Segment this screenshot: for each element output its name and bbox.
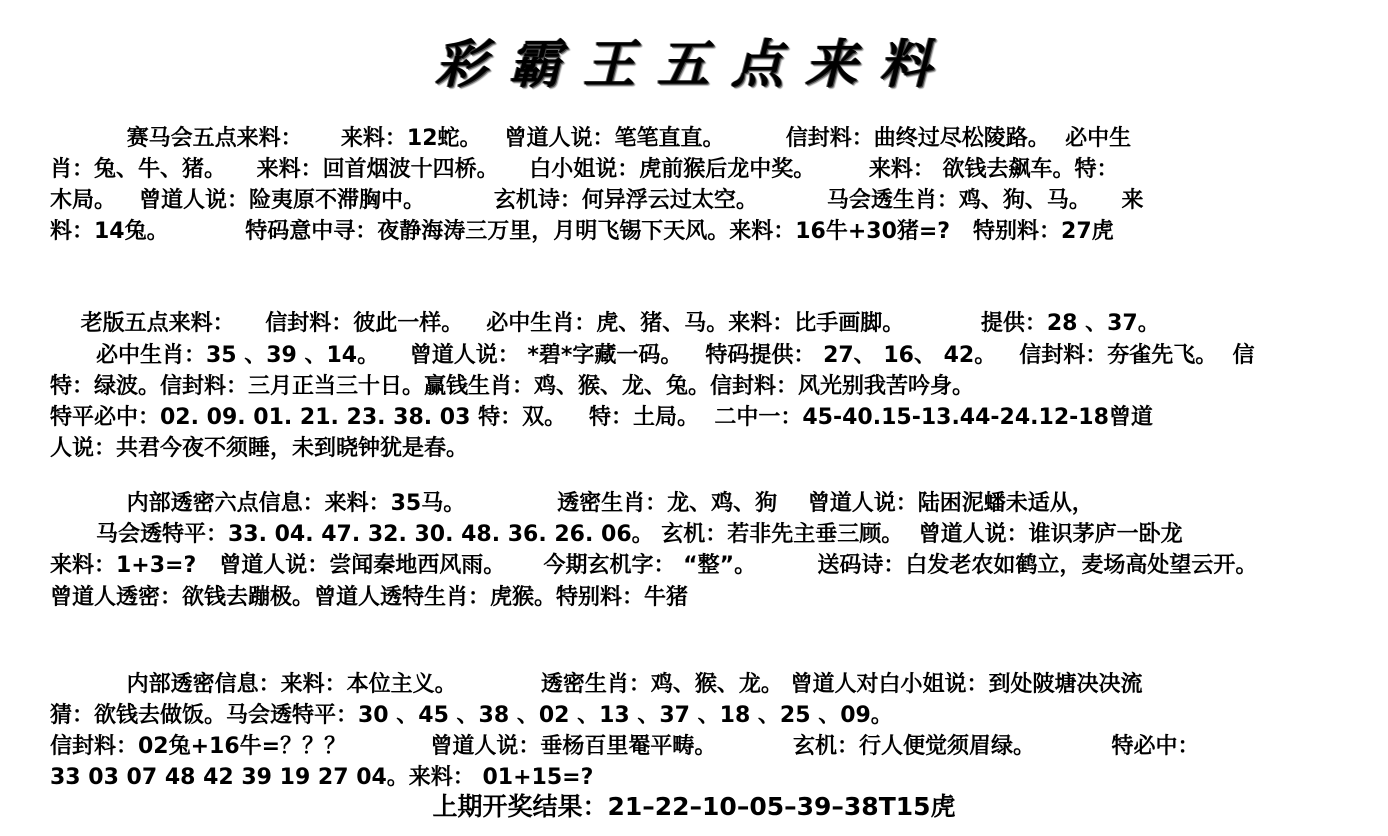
text-line: 马会透特平：33. 04. 47. 32. 30. 48. 36. 26. 06。 玄机：若非先主垂三顾。 曾道人说：谁识茅庐一卧龙	[50, 522, 1183, 547]
page-title: 彩霸王五点来料	[434, 34, 953, 95]
text-line: 必中生肖：35 、39 、14。 曾道人说： *碧*字藏一码。 特码提供： 27、 16、 42。 信封料：夯雀先飞。 信	[50, 343, 1255, 368]
last-draw-result: 上期开奖结果：21–22–10–05–39–38T15虎	[432, 792, 956, 821]
text-line: 来料：1+3=? 曾道人说：尝闻秦地西风雨。 今期玄机字： “整”。 送码诗：白发老农如鹤立，麦场高处望云开。	[50, 553, 1258, 578]
text-line: 曾道人透密：欲钱去蹦极。曾道人透特生肖：虎猴。特别料：牛猪	[50, 585, 689, 610]
text-line: 特平必中：02. 09. 01. 21. 23. 38. 03 特：双。 特：土局。 二中一：45-40.15-13.44-24.12-18曾道	[50, 405, 1153, 430]
text-line: 肖：兔、牛、猪。 来料：回首烟波十四桥。 白小姐说：虎前猴后龙中奖。 来料： 欲钱去飙车。特：	[50, 157, 1119, 182]
text-line: 内部透密信息：来料：本位主义。 透密生肖：鸡、猴、龙。 曾道人对白小姐说：到处陂塘决决流	[50, 672, 1143, 697]
text-line: 信封料：02兔+16牛=？？？ 曾道人说：垂杨百里罨平畴。 玄机：行人便觉须眉绿。 特必中：	[50, 734, 1200, 759]
text-line: 木局。 曾道人说：险夷原不滞胸中。 玄机诗：何异浮云过太空。 马会透生肖：鸡、狗、马。 来	[50, 188, 1144, 213]
text-line: 人说：共君今夜不须睡，未到晓钟犹是春。	[50, 436, 469, 461]
text-line: 赛马会五点来料： 来料：12蛇。 曾道人说：笔笔直直。 信封料：曲终过尽松陵路。 必中生	[50, 126, 1132, 151]
text-line: 33 03 07 48 42 39 19 27 04。来料： 01+15=?	[50, 765, 594, 790]
text-line: 料：14兔。 特码意中寻：夜静海涛三万里，月明飞锡下天风。来料：16牛+30猪=? 特别料：27虎	[50, 219, 1114, 244]
text-line: 老版五点来料： 信封料：彼此一样。 必中生肖：虎、猪、马。来料：比手画脚。 提供：28 、37。	[50, 311, 1160, 336]
text-line: 猜：欲钱去做饭。马会透特平：30 、45 、38 、02 、13 、37 、18 、25 、09。	[50, 703, 893, 728]
text-line: 内部透密六点信息：来料：35马。 透密生肖：龙、鸡、狗 曾道人说：陆困泥蟠未适从，	[50, 491, 1094, 516]
text-line: 特：绿波。信封料：三月正当三十日。赢钱生肖：鸡、猴、龙、兔。信封料：风光别我苦吟身。	[50, 374, 975, 399]
